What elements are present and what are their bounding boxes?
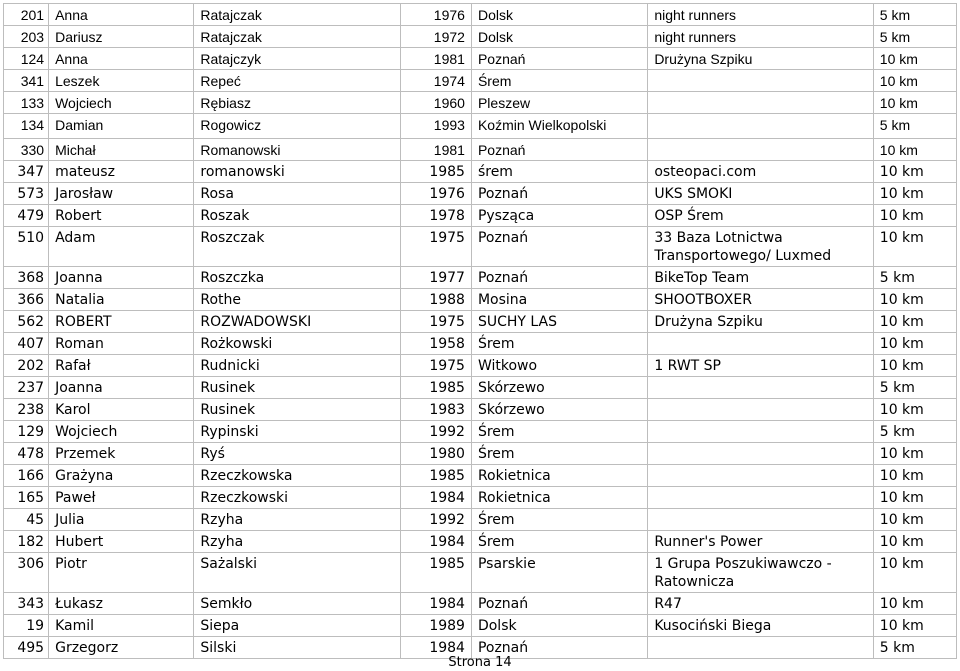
- page-number: Strona 14: [448, 655, 512, 670]
- birth-year-cell: 1980: [400, 443, 471, 465]
- last-name-cell: Ratajczyk: [194, 48, 400, 70]
- last-name-cell: Sażalski: [194, 553, 400, 593]
- table-row: [4, 487, 957, 509]
- first-name-cell: mateusz: [49, 161, 194, 183]
- distance-cell: 10 km: [873, 289, 956, 311]
- last-name-cell: Rusinek: [194, 399, 400, 421]
- first-name-cell: Łukasz: [49, 593, 194, 615]
- start-number-cell: 129: [4, 421, 49, 443]
- city-cell: Psarskie: [471, 553, 647, 593]
- first-name-cell: Piotr: [49, 553, 194, 593]
- participants-table: [3, 3, 957, 659]
- table-row: [4, 553, 957, 593]
- last-name-cell: Rzyha: [194, 509, 400, 531]
- start-number-cell: 479: [4, 205, 49, 227]
- first-name-cell: Wojciech: [49, 92, 194, 114]
- last-name-cell: Roszczak: [194, 227, 400, 267]
- first-name-cell: Jarosław: [49, 183, 194, 205]
- table-row: [4, 4, 957, 26]
- last-name-cell: Roszczka: [194, 267, 400, 289]
- start-number-cell: 306: [4, 553, 49, 593]
- table-row: [4, 509, 957, 531]
- team-cell: 1 Grupa Poszukiwawczo - Ratownicza: [648, 553, 873, 593]
- birth-year-cell: 1989: [400, 615, 471, 637]
- start-number-cell: 495: [4, 637, 49, 659]
- start-number-cell: 124: [4, 48, 49, 70]
- birth-year-cell: 1958: [400, 333, 471, 355]
- birth-year-cell: 1984: [400, 593, 471, 615]
- team-cell: [648, 377, 873, 399]
- city-cell: Koźmin Wielkopolski: [471, 114, 647, 139]
- distance-cell: 5 km: [873, 26, 956, 48]
- distance-cell: 10 km: [873, 48, 956, 70]
- table-row: [4, 421, 957, 443]
- last-name-cell: Rogowicz: [194, 114, 400, 139]
- team-cell: [648, 139, 873, 161]
- birth-year-cell: 1975: [400, 311, 471, 333]
- birth-year-cell: 1975: [400, 355, 471, 377]
- start-number-cell: 182: [4, 531, 49, 553]
- birth-year-cell: 1993: [400, 114, 471, 139]
- first-name-cell: Natalia: [49, 289, 194, 311]
- birth-year-cell: 1976: [400, 183, 471, 205]
- team-cell: 1 RWT SP: [648, 355, 873, 377]
- last-name-cell: Ratajczak: [194, 26, 400, 48]
- last-name-cell: romanowski: [194, 161, 400, 183]
- birth-year-cell: 1972: [400, 26, 471, 48]
- city-cell: śrem: [471, 161, 647, 183]
- first-name-cell: Joanna: [49, 377, 194, 399]
- last-name-cell: Rzyha: [194, 531, 400, 553]
- table-row: [4, 183, 957, 205]
- distance-cell: 5 km: [873, 267, 956, 289]
- distance-cell: 5 km: [873, 377, 956, 399]
- first-name-cell: Grażyna: [49, 465, 194, 487]
- first-name-cell: Roman: [49, 333, 194, 355]
- last-name-cell: Rothe: [194, 289, 400, 311]
- distance-cell: 10 km: [873, 70, 956, 92]
- start-number-cell: 347: [4, 161, 49, 183]
- distance-cell: 10 km: [873, 531, 956, 553]
- city-cell: Dolsk: [471, 26, 647, 48]
- table-row: [4, 139, 957, 161]
- city-cell: Skórzewo: [471, 399, 647, 421]
- distance-cell: 10 km: [873, 92, 956, 114]
- birth-year-cell: 1985: [400, 553, 471, 593]
- start-number-cell: 203: [4, 26, 49, 48]
- start-number-cell: 238: [4, 399, 49, 421]
- city-cell: Poznań: [471, 593, 647, 615]
- team-cell: Drużyna Szpiku: [648, 48, 873, 70]
- distance-cell: 10 km: [873, 615, 956, 637]
- table-row: [4, 399, 957, 421]
- city-cell: Poznań: [471, 227, 647, 267]
- team-cell: [648, 487, 873, 509]
- last-name-cell: ROZWADOWSKI: [194, 311, 400, 333]
- first-name-cell: Leszek: [49, 70, 194, 92]
- distance-cell: 10 km: [873, 355, 956, 377]
- city-cell: Śrem: [471, 421, 647, 443]
- table-row: [4, 92, 957, 114]
- team-cell: [648, 399, 873, 421]
- city-cell: Śrem: [471, 531, 647, 553]
- start-number-cell: 368: [4, 267, 49, 289]
- table-row: [4, 443, 957, 465]
- first-name-cell: Dariusz: [49, 26, 194, 48]
- birth-year-cell: 1992: [400, 421, 471, 443]
- first-name-cell: Kamil: [49, 615, 194, 637]
- start-number-cell: 343: [4, 593, 49, 615]
- city-cell: Poznań: [471, 637, 647, 659]
- last-name-cell: Semkło: [194, 593, 400, 615]
- city-cell: Mosina: [471, 289, 647, 311]
- first-name-cell: Michał: [49, 139, 194, 161]
- start-number-cell: 573: [4, 183, 49, 205]
- last-name-cell: Siepa: [194, 615, 400, 637]
- last-name-cell: Repeć: [194, 70, 400, 92]
- birth-year-cell: 1988: [400, 289, 471, 311]
- last-name-cell: Rzeczkowski: [194, 487, 400, 509]
- distance-cell: 10 km: [873, 183, 956, 205]
- birth-year-cell: 1984: [400, 531, 471, 553]
- team-cell: [648, 465, 873, 487]
- distance-cell: 10 km: [873, 399, 956, 421]
- birth-year-cell: 1978: [400, 205, 471, 227]
- birth-year-cell: 1975: [400, 227, 471, 267]
- team-cell: [648, 333, 873, 355]
- last-name-cell: Rypinski: [194, 421, 400, 443]
- table-row: [4, 161, 957, 183]
- birth-year-cell: 1985: [400, 377, 471, 399]
- start-number-cell: 341: [4, 70, 49, 92]
- table-row: [4, 531, 957, 553]
- team-cell: 33 Baza Lotnictwa Transportowego/ Luxmed: [648, 227, 873, 267]
- team-cell: [648, 443, 873, 465]
- distance-cell: 10 km: [873, 465, 956, 487]
- team-cell: night runners: [648, 26, 873, 48]
- start-number-cell: 45: [4, 509, 49, 531]
- start-number-cell: 133: [4, 92, 49, 114]
- distance-cell: 10 km: [873, 205, 956, 227]
- table-row: [4, 48, 957, 70]
- last-name-cell: Romanowski: [194, 139, 400, 161]
- distance-cell: 5 km: [873, 4, 956, 26]
- city-cell: Śrem: [471, 70, 647, 92]
- first-name-cell: Joanna: [49, 267, 194, 289]
- distance-cell: 10 km: [873, 227, 956, 267]
- distance-cell: 10 km: [873, 593, 956, 615]
- distance-cell: 10 km: [873, 161, 956, 183]
- city-cell: Skórzewo: [471, 377, 647, 399]
- first-name-cell: Karol: [49, 399, 194, 421]
- first-name-cell: Rafał: [49, 355, 194, 377]
- last-name-cell: Rudnicki: [194, 355, 400, 377]
- birth-year-cell: 1981: [400, 48, 471, 70]
- first-name-cell: Adam: [49, 227, 194, 267]
- team-cell: Kusociński Biega: [648, 615, 873, 637]
- last-name-cell: Rębiasz: [194, 92, 400, 114]
- team-cell: night runners: [648, 4, 873, 26]
- first-name-cell: ROBERT: [49, 311, 194, 333]
- distance-cell: 10 km: [873, 443, 956, 465]
- first-name-cell: Grzegorz: [49, 637, 194, 659]
- first-name-cell: Damian: [49, 114, 194, 139]
- start-number-cell: 19: [4, 615, 49, 637]
- table-row: [4, 593, 957, 615]
- city-cell: Poznań: [471, 183, 647, 205]
- first-name-cell: Wojciech: [49, 421, 194, 443]
- last-name-cell: Rzeczkowska: [194, 465, 400, 487]
- table-row: [4, 114, 957, 139]
- team-cell: [648, 509, 873, 531]
- last-name-cell: Rosa: [194, 183, 400, 205]
- page-footer: [0, 655, 960, 670]
- city-cell: Witkowo: [471, 355, 647, 377]
- city-cell: Poznań: [471, 48, 647, 70]
- last-name-cell: Roszak: [194, 205, 400, 227]
- start-number-cell: 201: [4, 4, 49, 26]
- start-number-cell: 562: [4, 311, 49, 333]
- city-cell: Poznań: [471, 267, 647, 289]
- last-name-cell: Silski: [194, 637, 400, 659]
- start-number-cell: 510: [4, 227, 49, 267]
- city-cell: SUCHY LAS: [471, 311, 647, 333]
- city-cell: Rokietnica: [471, 487, 647, 509]
- first-name-cell: Anna: [49, 4, 194, 26]
- city-cell: Dolsk: [471, 615, 647, 637]
- first-name-cell: Julia: [49, 509, 194, 531]
- birth-year-cell: 1984: [400, 487, 471, 509]
- birth-year-cell: 1992: [400, 509, 471, 531]
- start-number-cell: 478: [4, 443, 49, 465]
- table-row: [4, 267, 957, 289]
- team-cell: Drużyna Szpiku: [648, 311, 873, 333]
- participants-table-body: [4, 4, 957, 659]
- team-cell: SHOOTBOXER: [648, 289, 873, 311]
- team-cell: UKS SMOKI: [648, 183, 873, 205]
- table-row: [4, 70, 957, 92]
- city-cell: Śrem: [471, 333, 647, 355]
- table-row: [4, 311, 957, 333]
- last-name-cell: Rusinek: [194, 377, 400, 399]
- birth-year-cell: 1981: [400, 139, 471, 161]
- start-number-cell: 407: [4, 333, 49, 355]
- start-number-cell: 166: [4, 465, 49, 487]
- birth-year-cell: 1960: [400, 92, 471, 114]
- start-number-cell: 134: [4, 114, 49, 139]
- table-row: [4, 355, 957, 377]
- birth-year-cell: 1983: [400, 399, 471, 421]
- team-cell: [648, 70, 873, 92]
- start-number-cell: 330: [4, 139, 49, 161]
- team-cell: osteopaci.com: [648, 161, 873, 183]
- city-cell: Dolsk: [471, 4, 647, 26]
- table-row: [4, 205, 957, 227]
- table-row: [4, 26, 957, 48]
- first-name-cell: Hubert: [49, 531, 194, 553]
- first-name-cell: Paweł: [49, 487, 194, 509]
- last-name-cell: Ratajczak: [194, 4, 400, 26]
- city-cell: Pleszew: [471, 92, 647, 114]
- team-cell: Runner's Power: [648, 531, 873, 553]
- birth-year-cell: 1977: [400, 267, 471, 289]
- birth-year-cell: 1985: [400, 161, 471, 183]
- last-name-cell: Rożkowski: [194, 333, 400, 355]
- distance-cell: 5 km: [873, 637, 956, 659]
- start-number-cell: 202: [4, 355, 49, 377]
- city-cell: Śrem: [471, 443, 647, 465]
- distance-cell: 10 km: [873, 139, 956, 161]
- birth-year-cell: 1984: [400, 637, 471, 659]
- table-row: [4, 615, 957, 637]
- distance-cell: 10 km: [873, 333, 956, 355]
- distance-cell: 5 km: [873, 114, 956, 139]
- first-name-cell: Robert: [49, 205, 194, 227]
- table-row: [4, 227, 957, 267]
- distance-cell: 10 km: [873, 311, 956, 333]
- team-cell: OSP Śrem: [648, 205, 873, 227]
- birth-year-cell: 1976: [400, 4, 471, 26]
- team-cell: R47: [648, 593, 873, 615]
- distance-cell: 10 km: [873, 487, 956, 509]
- city-cell: Śrem: [471, 509, 647, 531]
- last-name-cell: Ryś: [194, 443, 400, 465]
- team-cell: [648, 421, 873, 443]
- results-sheet: [3, 3, 957, 659]
- city-cell: Rokietnica: [471, 465, 647, 487]
- table-row: [4, 377, 957, 399]
- start-number-cell: 165: [4, 487, 49, 509]
- start-number-cell: 237: [4, 377, 49, 399]
- city-cell: Pysząca: [471, 205, 647, 227]
- team-cell: BikeTop Team: [648, 267, 873, 289]
- table-row: [4, 333, 957, 355]
- team-cell: [648, 114, 873, 139]
- distance-cell: 10 km: [873, 509, 956, 531]
- birth-year-cell: 1974: [400, 70, 471, 92]
- first-name-cell: Przemek: [49, 443, 194, 465]
- team-cell: [648, 92, 873, 114]
- first-name-cell: Anna: [49, 48, 194, 70]
- city-cell: Poznań: [471, 139, 647, 161]
- start-number-cell: 366: [4, 289, 49, 311]
- table-row: [4, 289, 957, 311]
- distance-cell: 10 km: [873, 553, 956, 593]
- distance-cell: 5 km: [873, 421, 956, 443]
- birth-year-cell: 1985: [400, 465, 471, 487]
- table-row: [4, 465, 957, 487]
